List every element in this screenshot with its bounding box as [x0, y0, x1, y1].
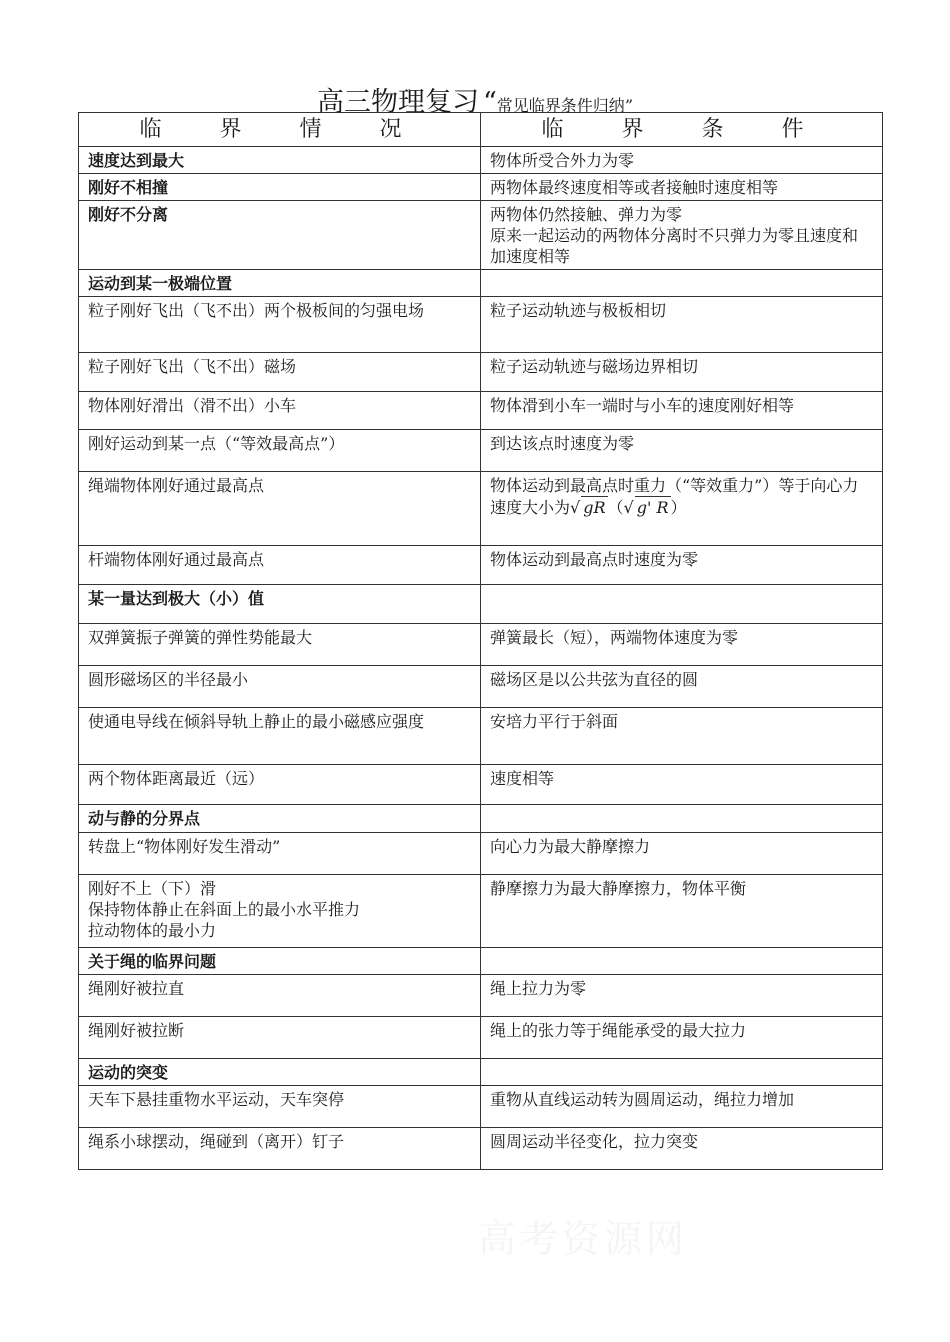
watermark: 高考资源网 — [478, 1217, 689, 1261]
cell-text: 粒子运动轨迹与磁场边界相切 — [490, 357, 699, 376]
cell-text: 物体所受合外力为零 — [490, 151, 635, 170]
cell-text: 某一量达到极大（小）值 — [88, 589, 265, 608]
cell-text: 两物体最终速度相等或者接触时速度相等 — [490, 178, 779, 197]
formula-paren-open: （ — [607, 498, 624, 517]
section-row — [79, 270, 883, 297]
situation-cell — [79, 430, 481, 472]
table-row — [79, 1086, 883, 1128]
table-row — [79, 430, 883, 472]
condition-cell — [481, 472, 883, 546]
section-row — [79, 174, 883, 201]
table-row — [79, 975, 883, 1017]
cell-text: 物体运动到最高点时重力（“等效重力”）等于向心力速度大小为 — [490, 476, 859, 517]
cell-text: 刚好运动到某一点（“等效最高点”） — [88, 434, 345, 453]
cell-text: 速度相等 — [490, 769, 555, 788]
section-row — [79, 1059, 883, 1086]
cell-text: 向心力为最大静摩擦力 — [490, 837, 651, 856]
section-row — [79, 585, 883, 624]
title-quote-open: “ — [482, 87, 497, 118]
situation-cell — [79, 765, 481, 805]
cell-text: 刚好不相撞 — [88, 178, 169, 197]
cell-text: 到达该点时速度为零 — [490, 434, 635, 453]
cell-text: 天车下悬挂重物水平运动，天车突停 — [88, 1090, 345, 1109]
section-row — [79, 201, 883, 270]
situation-cell — [79, 805, 481, 833]
cell-text: 物体运动到最高点时速度为零 — [490, 550, 699, 569]
table-row — [79, 765, 883, 805]
table-row — [79, 353, 883, 392]
header-critical-condition: 临 界 条 件 — [481, 113, 883, 147]
condition-cell — [481, 430, 883, 472]
table-row — [79, 624, 883, 666]
situation-cell — [79, 875, 481, 948]
situation-cell — [79, 1086, 481, 1128]
condition-cell — [481, 1059, 883, 1086]
condition-cell — [481, 353, 883, 392]
situation-cell — [79, 1059, 481, 1086]
cell-text: 拉动物体的最小力 — [88, 921, 217, 940]
situation-cell — [79, 201, 481, 270]
cell-text: 两个物体距离最近（远） — [88, 769, 265, 788]
cell-text: 保持物体静止在斜面上的最小水平推力 — [88, 900, 361, 919]
condition-cell — [481, 270, 883, 297]
critical-conditions-table — [78, 112, 883, 1170]
cell-text: 转盘上“物体刚好发生滑动” — [88, 837, 281, 856]
situation-cell — [79, 472, 481, 546]
cell-text: 刚好不分离 — [88, 205, 169, 224]
cell-text: 杆端物体刚好通过最高点 — [88, 550, 265, 569]
situation-cell — [79, 297, 481, 353]
condition-cell — [481, 174, 883, 201]
situation-cell — [79, 174, 481, 201]
cell-text: 绳上的张力等于绳能承受的最大拉力 — [490, 1021, 747, 1040]
condition-cell — [481, 201, 883, 270]
condition-cell — [481, 708, 883, 765]
table-row — [79, 875, 883, 948]
situation-cell — [79, 833, 481, 875]
situation-cell — [79, 1017, 481, 1059]
situation-cell — [79, 624, 481, 666]
table-row — [79, 472, 883, 546]
cell-text: 双弹簧振子弹簧的弹性势能最大 — [88, 628, 313, 647]
table-row — [79, 546, 883, 585]
condition-cell — [481, 1086, 883, 1128]
cell-text: 两物体仍然接触、弹力为零 — [490, 205, 683, 224]
header-critical-situation: 临 界 情 况 — [79, 113, 481, 147]
condition-cell — [481, 975, 883, 1017]
cell-text: 粒子运动轨迹与极板相切 — [490, 301, 667, 320]
condition-cell — [481, 585, 883, 624]
title-quote-close: ” — [624, 96, 633, 115]
situation-cell — [79, 353, 481, 392]
situation-cell — [79, 585, 481, 624]
condition-cell — [481, 624, 883, 666]
table-row — [79, 833, 883, 875]
situation-cell — [79, 666, 481, 708]
condition-cell — [481, 765, 883, 805]
condition-cell — [481, 297, 883, 353]
table-row — [79, 1128, 883, 1170]
condition-cell — [481, 666, 883, 708]
condition-cell — [481, 1017, 883, 1059]
table-row — [79, 392, 883, 430]
table-row — [79, 666, 883, 708]
table-row — [79, 708, 883, 765]
cell-text: 绳刚好被拉断 — [88, 1021, 185, 1040]
cell-text: 安培力平行于斜面 — [490, 712, 619, 731]
table-row — [79, 1017, 883, 1059]
cell-text: 物体刚好滑出（滑不出）小车 — [88, 396, 297, 415]
formula-sqrt-gr: gR — [583, 498, 606, 517]
situation-cell — [79, 1128, 481, 1170]
table-body — [79, 147, 883, 1170]
formula-sqrt-g-prime-r: g' R — [636, 498, 669, 517]
cell-text: 绳刚好被拉直 — [88, 979, 185, 998]
cell-text: 物体滑到小车一端时与小车的速度刚好相等 — [490, 396, 795, 415]
condition-cell — [481, 948, 883, 975]
situation-cell — [79, 948, 481, 975]
cell-text: 关于绳的临界问题 — [88, 952, 217, 971]
cell-text: 运动的突变 — [88, 1063, 169, 1082]
situation-cell — [79, 708, 481, 765]
cell-text: 刚好不上（下）滑 — [88, 879, 217, 898]
cell-text: 动与静的分界点 — [88, 809, 201, 828]
condition-cell — [481, 875, 883, 948]
section-row — [79, 147, 883, 174]
cell-text: 绳上拉力为零 — [490, 979, 587, 998]
cell-text: 磁场区是以公共弦为直径的圆 — [490, 670, 699, 689]
cell-text: 粒子刚好飞出（飞不出）磁场 — [88, 357, 297, 376]
cell-text: 绳系小球摆动，绳碰到（离开）钉子 — [88, 1132, 345, 1151]
cell-text: 原来一起运动的两物体分离时不只弹力为零且速度和加速度相等 — [490, 226, 859, 266]
title-subtitle: 常见临界条件归纳 — [496, 96, 625, 115]
condition-cell — [481, 833, 883, 875]
condition-cell — [481, 392, 883, 430]
section-row — [79, 948, 883, 975]
cell-text: 粒子刚好飞出（飞不出）两个极板间的匀强电场 — [88, 301, 425, 320]
cell-text: 运动到某一极端位置 — [88, 274, 233, 293]
cell-text: 重物从直线运动转为圆周运动，绳拉力增加 — [490, 1090, 795, 1109]
situation-cell — [79, 546, 481, 585]
situation-cell — [79, 147, 481, 174]
situation-cell — [79, 392, 481, 430]
condition-cell — [481, 1128, 883, 1170]
condition-cell — [481, 805, 883, 833]
condition-cell — [481, 147, 883, 174]
cell-text: 弹簧最长（短），两端物体速度为零 — [490, 628, 739, 647]
situation-cell — [79, 975, 481, 1017]
table-row — [79, 297, 883, 353]
table-header-row — [79, 113, 883, 147]
cell-text: 使通电导线在倾斜导轨上静止的最小磁感应强度 — [88, 712, 425, 731]
title-main: 高三物理复习 — [316, 87, 479, 118]
cell-text: 圆形磁场区的半径最小 — [88, 670, 249, 689]
formula-paren-close: ） — [670, 498, 687, 517]
condition-cell — [481, 546, 883, 585]
speed-formula: √ gR （√ g' R ） — [570, 498, 687, 517]
cell-text: 静摩擦力为最大静摩擦力，物体平衡 — [490, 879, 747, 898]
situation-cell — [79, 270, 481, 297]
cell-text: 速度达到最大 — [88, 151, 185, 170]
cell-text: 圆周运动半径变化，拉力突变 — [490, 1132, 699, 1151]
section-row — [79, 805, 883, 833]
cell-text: 绳端物体刚好通过最高点 — [88, 476, 265, 495]
